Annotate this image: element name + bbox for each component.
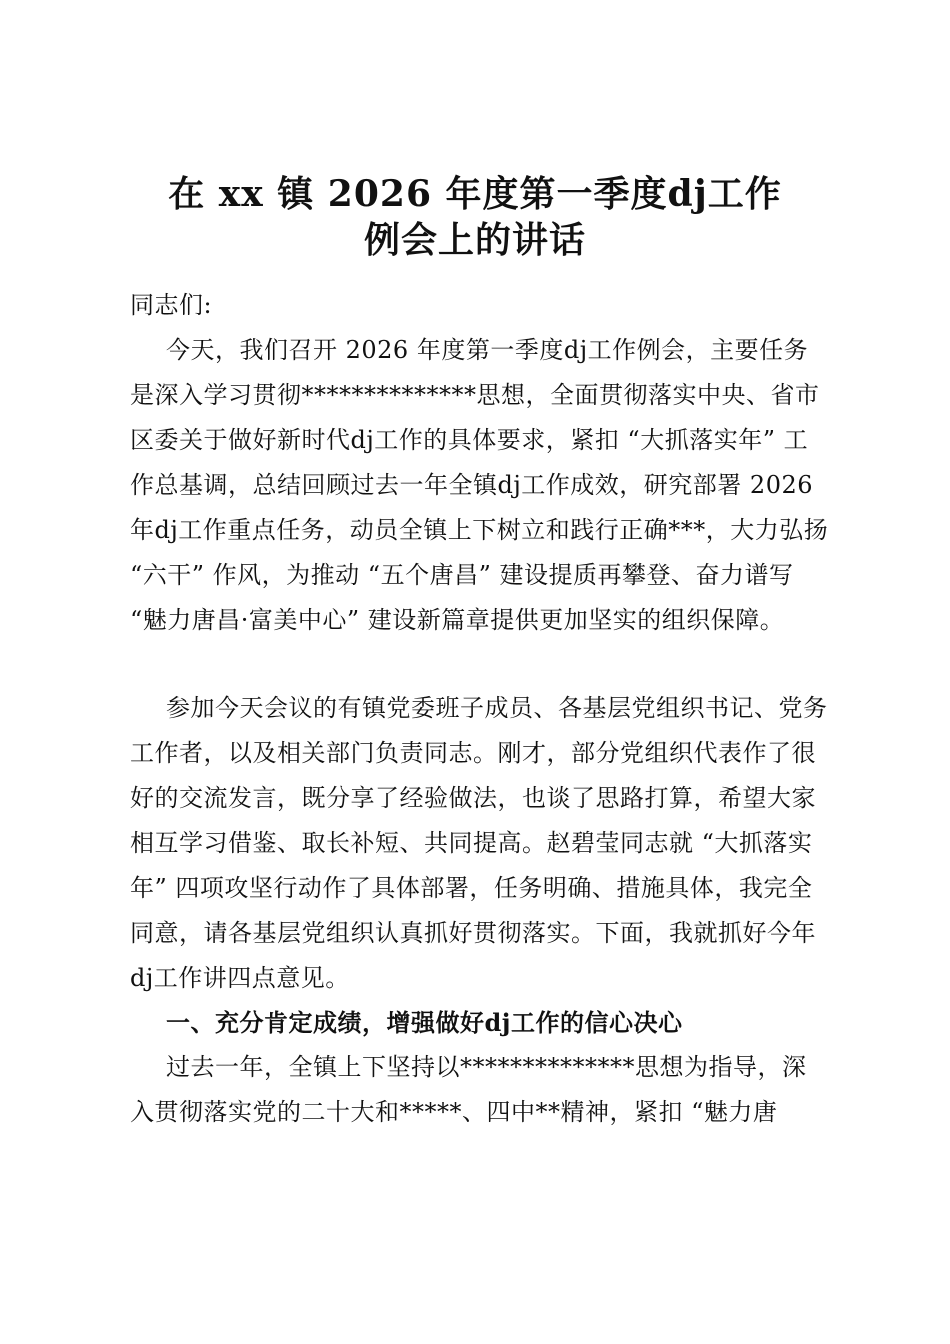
- section-heading-1: 一、充分肯定成绩，增强做好dj工作的信心决心: [166, 1008, 683, 1037]
- paragraph-section-1: 过去一年，全镇上下坚持以**************思想为指导，深入贯彻落实党的二十大和*****、四中**精神，紧扣 “魅力唐: [130, 1053, 807, 1126]
- document-title-line-1: 在 xx 镇 2026 年度第一季度dj工作: [168, 173, 782, 215]
- paragraph-attendees: 参加今天会议的有镇党委班子成员、各基层党组织书记、党务工作者，以及相关部门负责同志。刚才，部分党组织代表作了很好的交流发言，既分享了经验做法，也谈了思路打算，希望大家相互学习借鉴、取长补短、共同提高。赵碧莹同志就 “大抓落实年” 四项攻坚行动作了具体部署，任务明确、措施具体，我完全同意，请各基层党组织认真抓好贯彻落实。下面，我就抓好今年dj工作讲四点意见。: [130, 694, 828, 992]
- document-title-line-2: 例会上的讲话: [363, 219, 586, 261]
- paragraph-opening: 今天，我们召开 2026 年度第一季度dj工作例会，主要任务是深入学习贯彻**************思想，全面贯彻落实中央、省市区委关于做好新时代dj工作的具体要求，紧扣 “大抓落实年” 工作总基调，总结回顾过去一年全镇dj工作成效，研究部署 2026 年dj工作重点任务，动员全镇上下树立和践行正确***，大力弘扬 “六干” 作风，为推动 “五个唐昌” 建设提质再攀登、奋力谱写 “魅力唐昌·富美中心” 建设新篇章提供更加坚实的组织保障。: [130, 336, 829, 634]
- salutation: 同志们:: [130, 291, 213, 319]
